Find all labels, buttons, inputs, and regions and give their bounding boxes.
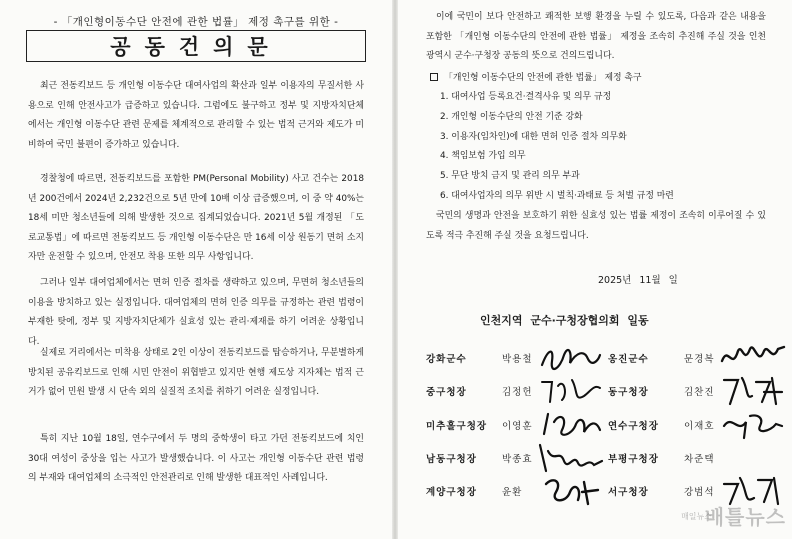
handwritten-signature: [720, 374, 786, 408]
right-page: [398, 0, 792, 539]
paragraph-2: 경찰청에 따르면, 전동킥보드를 포함한 PM(Personal Mobility) 사고 건수는 2018년 200건에서 2024년 2,232건으로 5년 만에 10배 이상 급증했으며, 이 중 약 40%는 18세 미만 청소년들에 의해 발생한 것으로 집계되었습니다. 2021년 5월 개정된 「도로교통법」에 따르면 전동킥보드 등 개인형 이동수단은 만 16세 이상 원동기 면허 소지자만 운전할 수 있으며, 안전모 착용 또한 의무 사항입니다.: [28, 174, 364, 263]
signer-name: 김찬진: [684, 387, 715, 398]
signature-block: [426, 343, 608, 373]
watermark-small-text: 매일뉴스: [681, 512, 712, 521]
signature-block: [608, 410, 786, 440]
signer-name: 박종효: [502, 454, 533, 465]
signature-row: [426, 343, 786, 373]
signature-block: [426, 476, 608, 506]
signer-role: 서구청장: [608, 487, 649, 498]
signature-row: [426, 443, 786, 473]
document-heading: - 「개인형이동수단 안전에 관한 법률」 제정 촉구를 위한 -: [53, 16, 339, 28]
list-item: 3. 이용자(임차인)에 대한 면허 인증 절차 의무화: [440, 131, 627, 142]
document-date: 2025년 11월 일: [598, 275, 678, 286]
handwritten-signature: [538, 374, 604, 408]
paragraph-3: 그러나 일부 대여업체에서는 면허 인증 절차를 생략하고 있으며, 무면허 청소년들의 이용을 방치하고 있는 실정입니다. 대여업체의 면허 인증 의무를 규정하는 관련 법령이 부재한 탓에, 정부 및 지방자치단체가 실효성 있는 관리·제재를 하기 어려운 상황입니다.: [28, 278, 364, 347]
list-item: 6. 대여사업자의 의무 위반 시 벌칙·과태료 등 처벌 규정 마련: [440, 190, 674, 201]
signature-block: [608, 443, 786, 473]
signature-block: [426, 410, 608, 440]
signer-name: 김정헌: [502, 387, 533, 398]
signer-name: 윤환: [502, 487, 523, 498]
handwritten-signature: [720, 341, 786, 375]
intro-paragraph: 이에 국민이 보다 안전하고 쾌적한 보행 환경을 누릴 수 있도록, 다음과 같은 내용을 포함한 「개인형 이동수단의 안전에 관한 법률」 제정을 조속히 추진해 주실 것을 인천광역시 군수·구청장 공동의 뜻으로 건의드립니다.: [426, 12, 766, 62]
document-title-box: [26, 30, 366, 62]
signature-row: [426, 376, 786, 406]
signer-role: 중구청장: [426, 387, 467, 398]
signer-role: 옹진군수: [608, 354, 649, 365]
list-item: 5. 무단 방치 금지 및 관리 의무 부과: [440, 171, 580, 182]
signer-name: 차준택: [684, 454, 715, 465]
request-heading: [430, 70, 642, 83]
signature-block: [608, 376, 786, 406]
news-watermark: [668, 495, 786, 531]
checkbox-icon: [430, 73, 438, 81]
signer-role: 연수구청장: [608, 421, 659, 432]
signature-block: [426, 376, 608, 406]
signer-name: 박용철: [502, 354, 533, 365]
closing-paragraph: 국민의 생명과 안전을 보호하기 위한 실효성 있는 법률 제정이 조속히 이루어질 수 있도록 적극 추진해 주실 것을 요청드립니다.: [426, 211, 766, 241]
signers-title: 인천지역 군수·구청장협의회 일동: [480, 314, 649, 327]
paragraph-1: 최근 전동킥보드 등 개인형 이동수단 대여사업의 확산과 일부 이용자의 무질서한 사용으로 인해 안전사고가 급증하고 있습니다. 그럼에도 불구하고 정부 및 지방자치단체에서는 개인형 이동수단 관련 문제를 체계적으로 관리할 수 있는 법적 근거와 제도가 미비하여 국민 불편이 증가하고 있습니다.: [28, 81, 364, 150]
paragraph-4: 실제로 거리에서는 미착용 상태로 2인 이상이 전동킥보드를 탑승하거나, 무분별하게 방치된 공유킥보드로 인해 시민 안전이 위협받고 있지만 현행 제도상 지자체는 법적 근거가 없어 민원 발생 시 단속 외의 실질적 조치를 취하기 어려운 실정입니다.: [28, 348, 364, 398]
left-page: [0, 0, 392, 539]
signer-role: 남동구청장: [426, 454, 477, 465]
list-item: 2. 개인형 이동수단의 안전 기준 강화: [440, 111, 583, 122]
handwritten-signature: [538, 341, 604, 375]
signer-name: 문경복: [684, 354, 715, 365]
list-item: 1. 대여사업 등록요건·결격사유 및 의무 규정: [440, 92, 612, 102]
signer-role: 미추홀구청장: [426, 421, 488, 432]
signature-block: [608, 343, 786, 373]
signer-name: 이영훈: [502, 421, 533, 432]
document-title: 공동건의문: [110, 34, 282, 59]
signature-block: [426, 443, 608, 473]
request-list: [440, 88, 674, 207]
signer-role: 강화군수: [426, 354, 467, 365]
signature-row: [426, 410, 786, 440]
signer-role: 부평구청장: [608, 454, 659, 465]
signer-role: 동구청장: [608, 387, 649, 398]
signer-name: 강범석: [684, 487, 715, 498]
list-item: 4. 책임보험 가입 의무: [440, 151, 526, 162]
handwritten-signature: [720, 408, 786, 442]
signer-role: 계양구청장: [426, 487, 477, 498]
signer-name: 이재호: [684, 421, 715, 432]
handwritten-signature: [538, 474, 604, 508]
paragraph-5: 특히 지난 10월 18일, 연수구에서 두 명의 중학생이 타고 가던 전동킥보드에 치인 30대 여성이 중상을 입는 사고가 발생했습니다. 이 사고는 개인형 이동수단 관련 법령의 부재와 대여업체의 소극적인 안전관리로 인해 발생한 대표적인 사례입니다.: [28, 434, 364, 484]
request-title: 「개인형 이동수단의 안전에 관한 법률」 제정 촉구: [444, 73, 642, 83]
handwritten-signature: [538, 441, 604, 475]
handwritten-signature: [538, 408, 604, 442]
watermark-logo-text: 배틀뉴스: [704, 505, 786, 529]
